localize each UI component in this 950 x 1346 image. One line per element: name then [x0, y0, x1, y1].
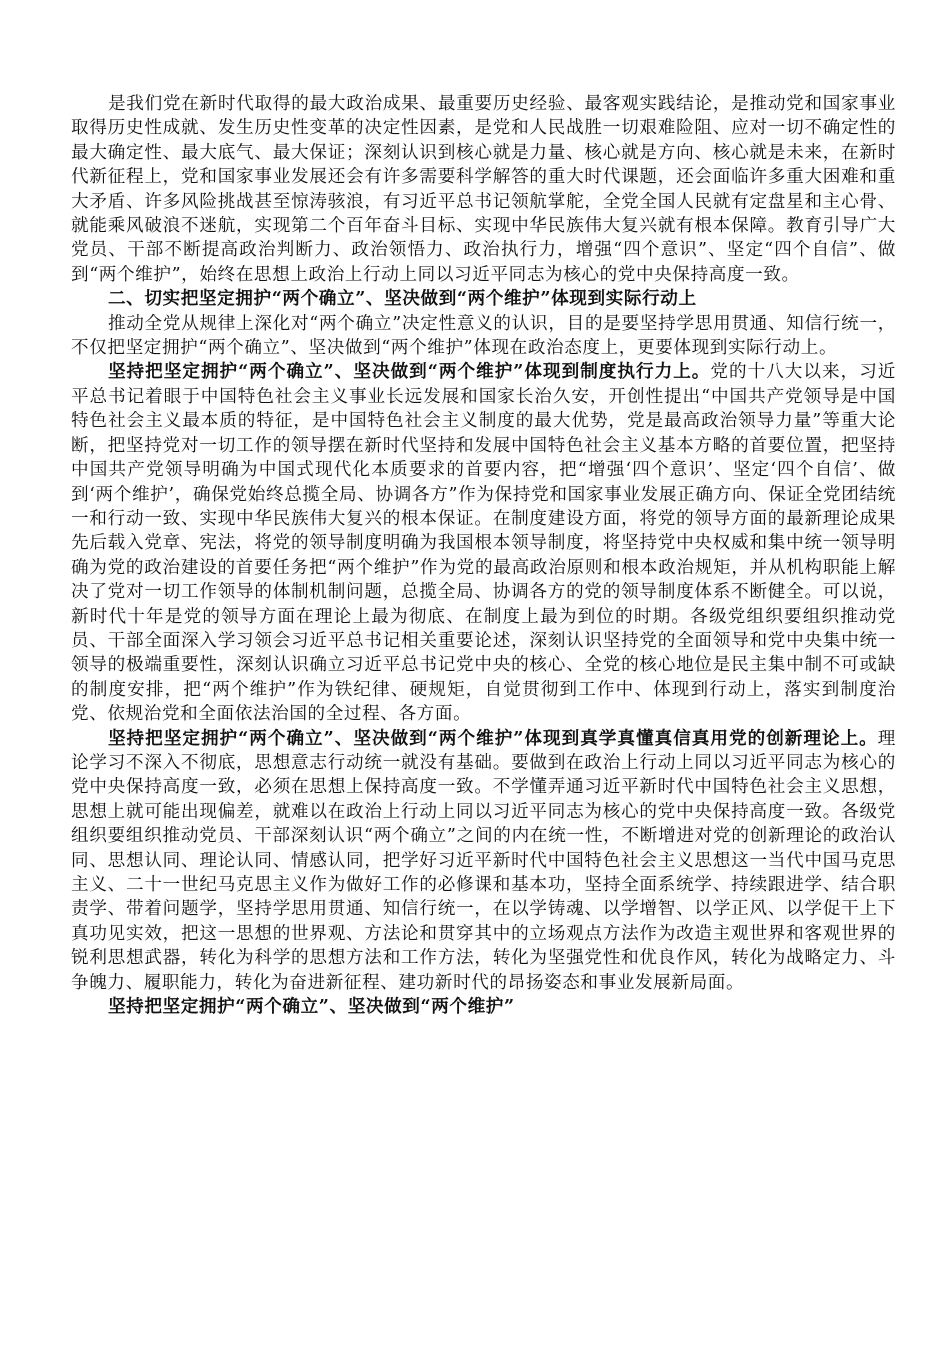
- paragraph-4-body: 理论学习不深入不彻底，思想意志行动统一就没有基础。要做到在政治上行动上同以习近平同志为核心的党中央保持高度一致，必须在思想上保持高度一致。不学懂弄通习近平新时代中国特色社会主义思想，思想上就可能出现偏差，就难以在政治上行动上同以习近平同志为核心的党中央保持高度一致。各级党组织要组织推动党员、干部深刻认识“两个确立”之间的内在统一性，不断增进对党的创新理论的政治认同、思想认同、理论认同、情感认同，把学好习近平新时代中国特色社会主义思想这一当代中国马克思主义、二十一世纪马克思主义作为做好工作的必修课和基本功，坚持全面系统学、持续跟进学、结合职责学、带着问题学，坚持学思用贯通、知信行统一，在以学铸魂、以学增智、以学正风、以学促干上下真功见实效，把这一思想的世界观、方法论和贯穿其中的立场观点方法作为改造主观世界和客观世界的锐利思想武器，转化为科学的思想方法和工作方法，转化为坚强党性和优良作风，转化为战略定力、斗争魄力、履职能力，转化为奋进新征程、建功新时代的昂扬姿态和事业发展新局面。: [71, 728, 896, 993]
- paragraph-5-lead: 坚持把坚定拥护“两个确立”、坚决做到“两个维护”: [107, 996, 515, 1018]
- paragraph-1: 是我们党在新时代取得的最大政治成果、最重要历史经验、最客观实践结论，是推动党和国家事业取得历史性成就、发生历史性变革的决定性因素，是党和人民战胜一切艰难险阻、应对一切不确定性的最大确定性、最大底气、最大保证；深刻认识到核心就是力量、核心就是方向、核心就是未来，在新时代新征程上，党和国家事业发展还会有许多需要科学解答的重大时代课题，还会面临许多重大困难和重大矛盾、许多风险挑战甚至惊涛骇浪，有习近平总书记领航掌舵，全党全国人民就有定盘星和主心骨、就能乘风破浪不迷航，实现第二个百年奋斗目标、实现中华民族伟大复兴就有根本保障。教育引导广大党员、干部不断提高政治判断力、政治领悟力、政治执行力，增强“四个意识”、坚定“四个自信”、做到“两个维护”，始终在思想上政治上行动上同以习近平同志为核心的党中央保持高度一致。: [71, 94, 896, 285]
- paragraph-3-body: 党的十八大以来，习近平总书记着眼于中国特色社会主义事业长远发展和国家长治久安，开创性提出“中国共产党领导是中国特色社会主义最本质的特征，是中国特色社会主义制度的最大优势，党是最高政治领导力量”等重大论断，把坚持党对一切工作的领导摆在新时代坚持和发展中国特色社会主义基本方略的首要位置，把坚持中国共产党领导明确为中国式现代化本质要求的首要内容，把“增强‘四个意识’、坚定‘四个自信’、做到‘两个维护’，确保党始终总揽全局、协调各方”作为保持党和国家事业发展正确方向、保证全党团结统一和行动一致、实现中华民族伟大复兴的根本保证。在制度建设方面，将党的领导方面的最新理论成果先后载入党章、宪法，将党的领导制度明确为我国根本领导制度，将坚持党中央权威和集中统一领导明确为党的政治建设的首要任务把“两个维护”作为党的最高政治原则和根本政治规矩，并从机构职能上解决了党对一切工作领导的体制机制问题，总揽全局、协调各方的党的领导制度体系不断健全。可以说，新时代十年是党的领导方面在理论上最为彻底、在制度上最为到位的时期。各级党组织要组织推动党员、干部全面深入学习领会习近平总书记相关重要论述，深刻认识坚持党的全面领导和党中央集中统一领导的极端重要性，深刻认识确立习近平总书记党中央的核心、全党的核心地位是民主集中制不可或缺的制度安排，把“两个维护”作为铁纪律、硬规矩，自觉贯彻到工作中、体现到行动上，落实到制度治党、依规治党和全面依法治国的全过程、各方面。: [71, 362, 896, 725]
- paragraph-5: [71, 995, 896, 1019]
- paragraph-3: [71, 360, 896, 726]
- section-heading-2: 二、切实把坚定拥护“两个确立”、坚决做到“两个维护”体现到实际行动上: [107, 288, 697, 310]
- paragraph-4: [71, 727, 896, 995]
- paragraph-3-lead: 坚持把坚定拥护“两个确立”、坚决做到“两个维护”体现到制度执行力上。: [107, 361, 711, 383]
- paragraph-2: 推动全党从规律上深化对“两个确立”决定性意义的认识，目的是要坚持学思用贯通、知信行统一，不仅把坚定拥护“两个确立”、坚决做到“两个维护”体现在政治态度上，更要体现到实际行动上。: [71, 313, 896, 359]
- paragraph-4-lead: 坚持把坚定拥护“两个确立”、坚决做到“两个维护”体现到真学真懂真信真用党的创新理论上。: [107, 727, 878, 749]
